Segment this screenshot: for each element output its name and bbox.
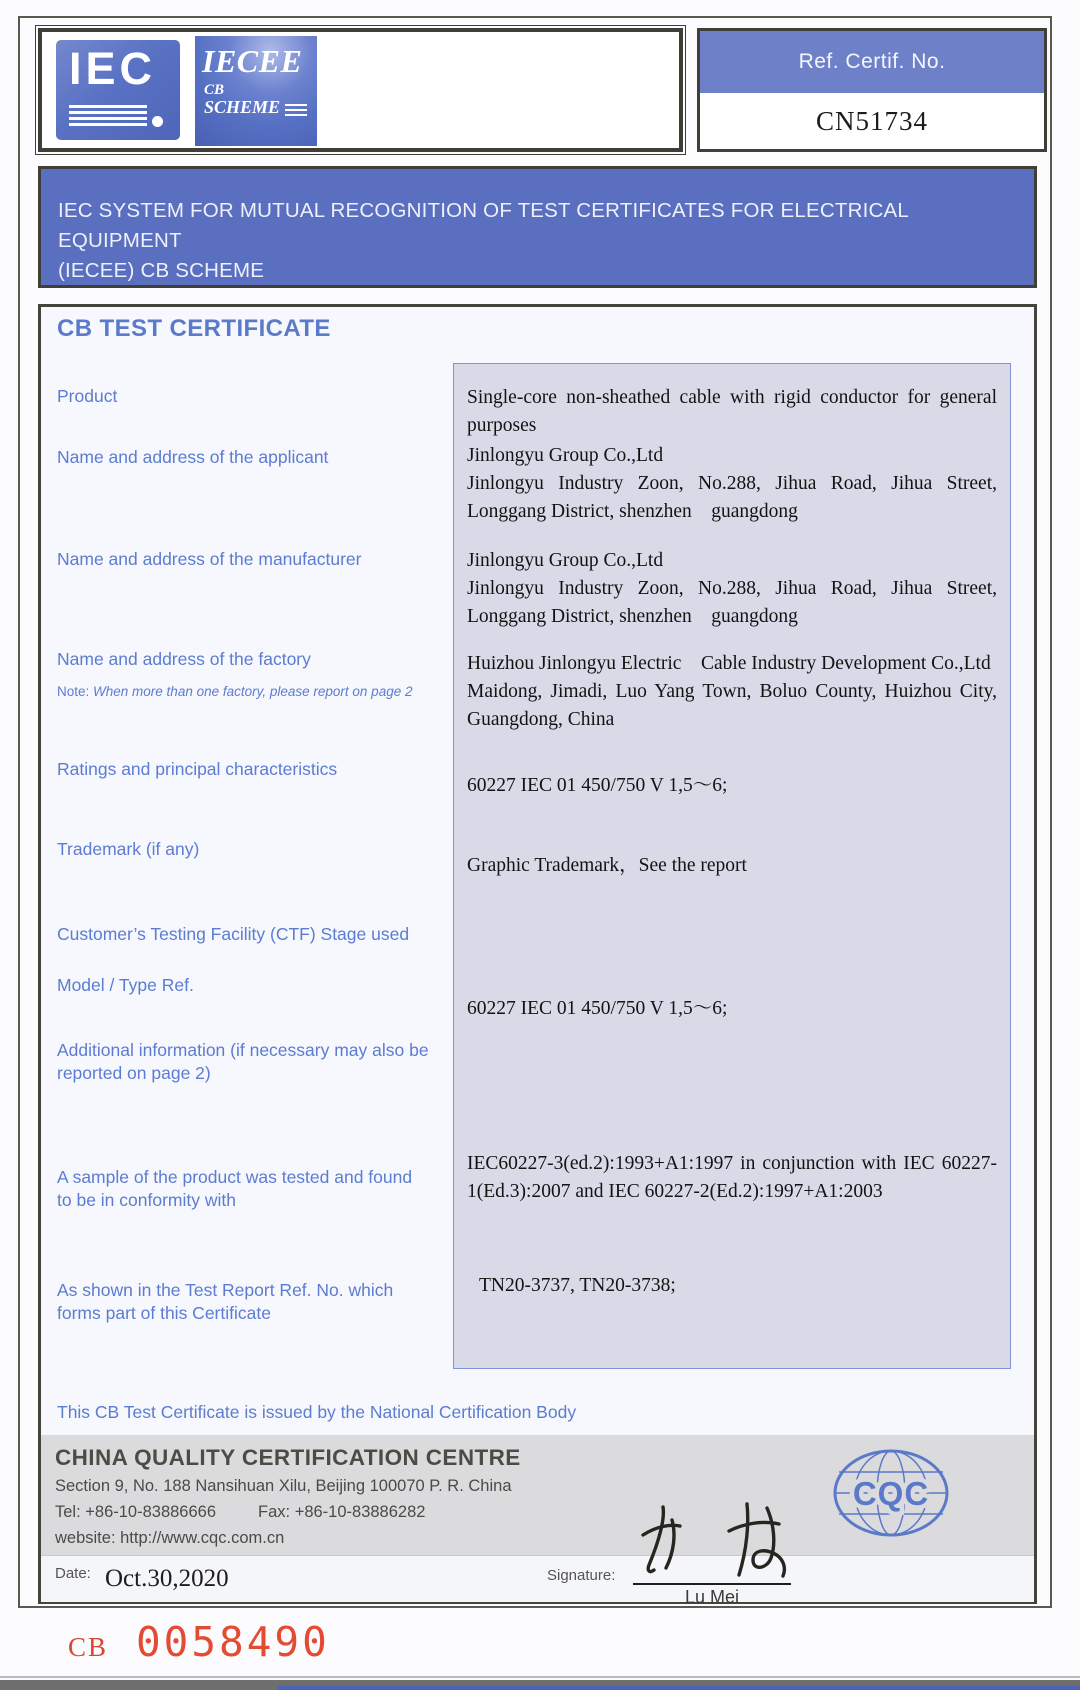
signature-line bbox=[633, 1583, 791, 1585]
issued-by-note: This CB Test Certificate is issued by the National Certification Body bbox=[57, 1402, 577, 1422]
values-panel bbox=[453, 363, 1011, 1369]
model-label: Model / Type Ref. bbox=[57, 975, 194, 995]
signatory-name: Lu Mei bbox=[684, 1587, 740, 1607]
logo-box bbox=[38, 28, 683, 152]
sample-conformity-value: IEC60227-3(ed.2):1993+A1:1997 in conjunction with IEC 60227-1(Ed.3):2007 and IEC 60227-2(Ed.2):1997+A1:2003 bbox=[467, 1153, 997, 1202]
cqc-logo-text: CQC bbox=[852, 1475, 930, 1512]
bottom-divider-line bbox=[0, 1676, 1080, 1678]
product-label: Product bbox=[57, 386, 118, 406]
factory-address: Maidong, Jimadi, Luo Yang Town, Boluo County, Huizhou City, Guangdong, China bbox=[467, 681, 997, 730]
factory-name: Huizhou Jinlongyu Electric Cable Industry Development Co.,Ltd bbox=[467, 653, 991, 674]
factory-label: Name and address of the factory bbox=[57, 649, 311, 669]
banner-line1: IEC SYSTEM FOR MUTUAL RECOGNITION OF TEST CERTIFICATES FOR ELECTRICAL EQUIPMENT bbox=[58, 199, 909, 252]
stamp-serial-number: 0058490 bbox=[136, 1618, 330, 1666]
factory-note bbox=[57, 684, 412, 699]
iecee-logo-cb: CB bbox=[204, 82, 225, 98]
iecee-logo-lines-icon bbox=[285, 101, 307, 116]
sample-conformity-label: A sample of the product was tested and found to be in conformity with bbox=[57, 1167, 413, 1210]
applicant-name: Jinlongyu Group Co.,Ltd bbox=[467, 445, 664, 466]
certificate-title: CB TEST CERTIFICATE bbox=[57, 315, 331, 342]
handwritten-signature bbox=[635, 1499, 795, 1588]
ref-certif-box bbox=[697, 28, 1047, 152]
date-label: Date: bbox=[55, 1565, 91, 1582]
applicant-address: Jinlongyu Industry Zoon, No.288, Jihua Road, Jihua Street, Longgang District, shenzhen guangdong bbox=[467, 473, 997, 522]
product-value: Single-core non-sheathed cable with rigid conductor for general purposes bbox=[467, 387, 997, 436]
ref-certif-number: CN51734 bbox=[815, 105, 928, 136]
ratings-label: Ratings and principal characteristics bbox=[57, 759, 338, 779]
manufacturer-address: Jinlongyu Industry Zoon, No.288, Jihua Road, Jihua Street, Longgang District, shenzhen guangdong bbox=[467, 578, 997, 627]
cqc-logo bbox=[831, 1447, 951, 1544]
trademark-value: Graphic Trademark，See the report bbox=[467, 855, 747, 876]
signature-label: Signature: bbox=[547, 1567, 616, 1584]
ncb-tel-fax bbox=[55, 1503, 425, 1522]
iecee-logo-title: IECEE bbox=[202, 43, 303, 79]
ncb-address: Section 9, No. 188 Nansihuan Xilu, Beijing 100070 P. R. China bbox=[55, 1477, 512, 1495]
ncb-fax: Fax: +86-10-83886282 bbox=[258, 1503, 426, 1521]
ncb-name: CHINA QUALITY CERTIFICATION CENTRE bbox=[55, 1445, 521, 1470]
iec-logo bbox=[56, 40, 180, 140]
additional-info-label: Additional information (if necessary may also be reported on page 2) bbox=[57, 1040, 429, 1083]
trademark-label: Trademark (if any) bbox=[57, 839, 200, 859]
ratings-value: 60227 IEC 01 450/750 V 1,5～6; bbox=[467, 775, 728, 796]
ref-certif-label: Ref. Certif. No. bbox=[700, 31, 1044, 93]
manufacturer-name: Jinlongyu Group Co.,Ltd bbox=[467, 550, 664, 571]
manufacturer-label: Name and address of the manufacturer bbox=[57, 549, 362, 569]
bottom-blue-bar bbox=[278, 1686, 1080, 1690]
applicant-label: Name and address of the applicant bbox=[57, 447, 329, 467]
date-value: Oct.30,2020 bbox=[105, 1565, 229, 1592]
ncb-website: website: http://www.cqc.com.cn bbox=[55, 1529, 285, 1547]
iec-logo-lines-icon bbox=[69, 102, 165, 128]
iec-logo-text: IEC bbox=[69, 43, 157, 94]
ncb-tel: Tel: +86-10-83886666 bbox=[55, 1503, 217, 1521]
banner-line2: (IECEE) CB SCHEME bbox=[58, 259, 265, 282]
stamp-cb-prefix: CB bbox=[68, 1632, 109, 1662]
factory-note-prefix: Note: bbox=[57, 684, 94, 699]
certificate-body bbox=[38, 304, 1037, 1607]
iecee-cb-scheme-logo bbox=[195, 36, 317, 146]
scheme-banner bbox=[38, 166, 1037, 288]
model-value: 60227 IEC 01 450/750 V 1,5～6; bbox=[467, 998, 728, 1019]
factory-note-text: When more than one factory, please report on page 2 bbox=[93, 684, 413, 699]
test-report-value: TN20-3737, TN20-3738; bbox=[479, 1275, 676, 1296]
test-report-label: As shown in the Test Report Ref. No. which forms part of this Certificate bbox=[57, 1280, 394, 1323]
iecee-logo-scheme: SCHEME bbox=[204, 97, 281, 117]
ctf-label: Customer’s Testing Facility (CTF) Stage used bbox=[57, 924, 410, 944]
